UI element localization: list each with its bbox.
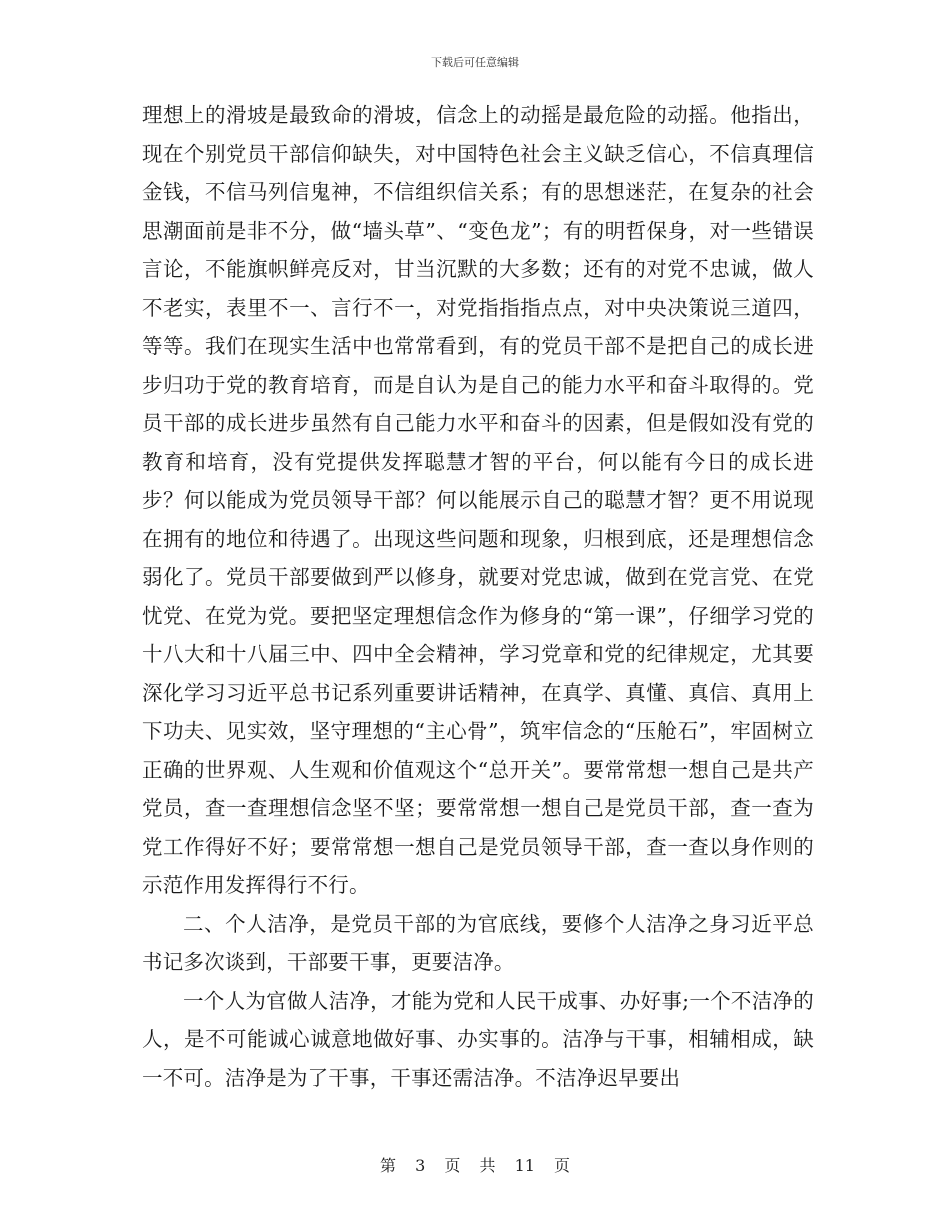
page-footer xyxy=(0,1156,950,1176)
footer-total-label: 共 xyxy=(479,1156,496,1175)
document-body xyxy=(142,96,814,1097)
footer-page-mid: 页 xyxy=(444,1156,461,1175)
paragraph: 一个人为官做人洁净，才能为党和人民干成事、办好事;一个不洁净的人，是不可能诚心诚意地做好事、办实事的。洁净与干事，相辅相成，缺一不可。洁净是为了干事，干事还需洁净。不洁净迟早要出 xyxy=(142,988,814,1090)
paragraph: 理想上的滑坡是最致命的滑坡，信念上的动摇是最危险的动摇。他指出，现在个别党员干部信仰缺失，对中国特色社会主义缺乏信心，不信真理信金钱，不信马列信鬼神，不信组织信关系；有的思想迷茫，在复杂的社会思潮面前是非不分，做“墙头草”、“变色龙”；有的明哲保身，对一些错误言论，不能旗帜鲜亮反对，甘当沉默的大多数；还有的对党不忠诚，做人不老实，表里不一、言行不一，对党指指指点点，对中央决策说三道四，等等。我们在现实生活中也常常看到，有的党员干部不是把自己的成长进步归功于党的教育培育，而是自认为是自己的能力水平和奋斗取得的。党员干部的成长进步虽然有自己能力水平和奋斗的因素，但是假如没有党的教育和培育，没有党提供发挥聪慧才智的平台，何以能有今日的成长进步？何以能成为党员领导干部？何以能展示自己的聪慧才智？更不用说现在拥有的地位和待遇了。出现这些问题和现象，归根到底，还是理想信念弱化了。党员干部要做到严以修身，就要对党忠诚，做到在党言党、在党忧党、在党为党。要把坚定理想信念作为修身的“第一课”，仔细学习党的十八大和十八届三中、四中全会精神，学习党章和党的纪律规定，尤其要深化学习习近平总书记系列重要讲话精神，在真学、真懂、真信、真用上下功夫、见实效，坚守理想的“主心骨”，筑牢信念的“压舱石”，牢固树立正确的世界观、人生观和价值观这个“总开关”。要常常想一想自己是共产党员，查一查理想信念坚不坚；要常常想一想自己是党员干部，查一查为党工作得好不好；要常常想一想自己是党员领导干部，查一查以身作则的示范作用发挥得行不行。 xyxy=(142,103,814,897)
footer-total-pages: 11 xyxy=(514,1156,535,1175)
paragraph: 二、个人洁净，是党员干部的为官底线，要修个人洁净之身习近平总书记多次谈到，干部要干事，更要洁净。 xyxy=(142,911,814,974)
footer-page-number: 3 xyxy=(415,1156,426,1175)
footer-page-suffix: 页 xyxy=(554,1156,571,1175)
page-header: 下载后可任意编辑 xyxy=(431,56,519,69)
footer-page-prefix: 第 xyxy=(379,1156,396,1175)
